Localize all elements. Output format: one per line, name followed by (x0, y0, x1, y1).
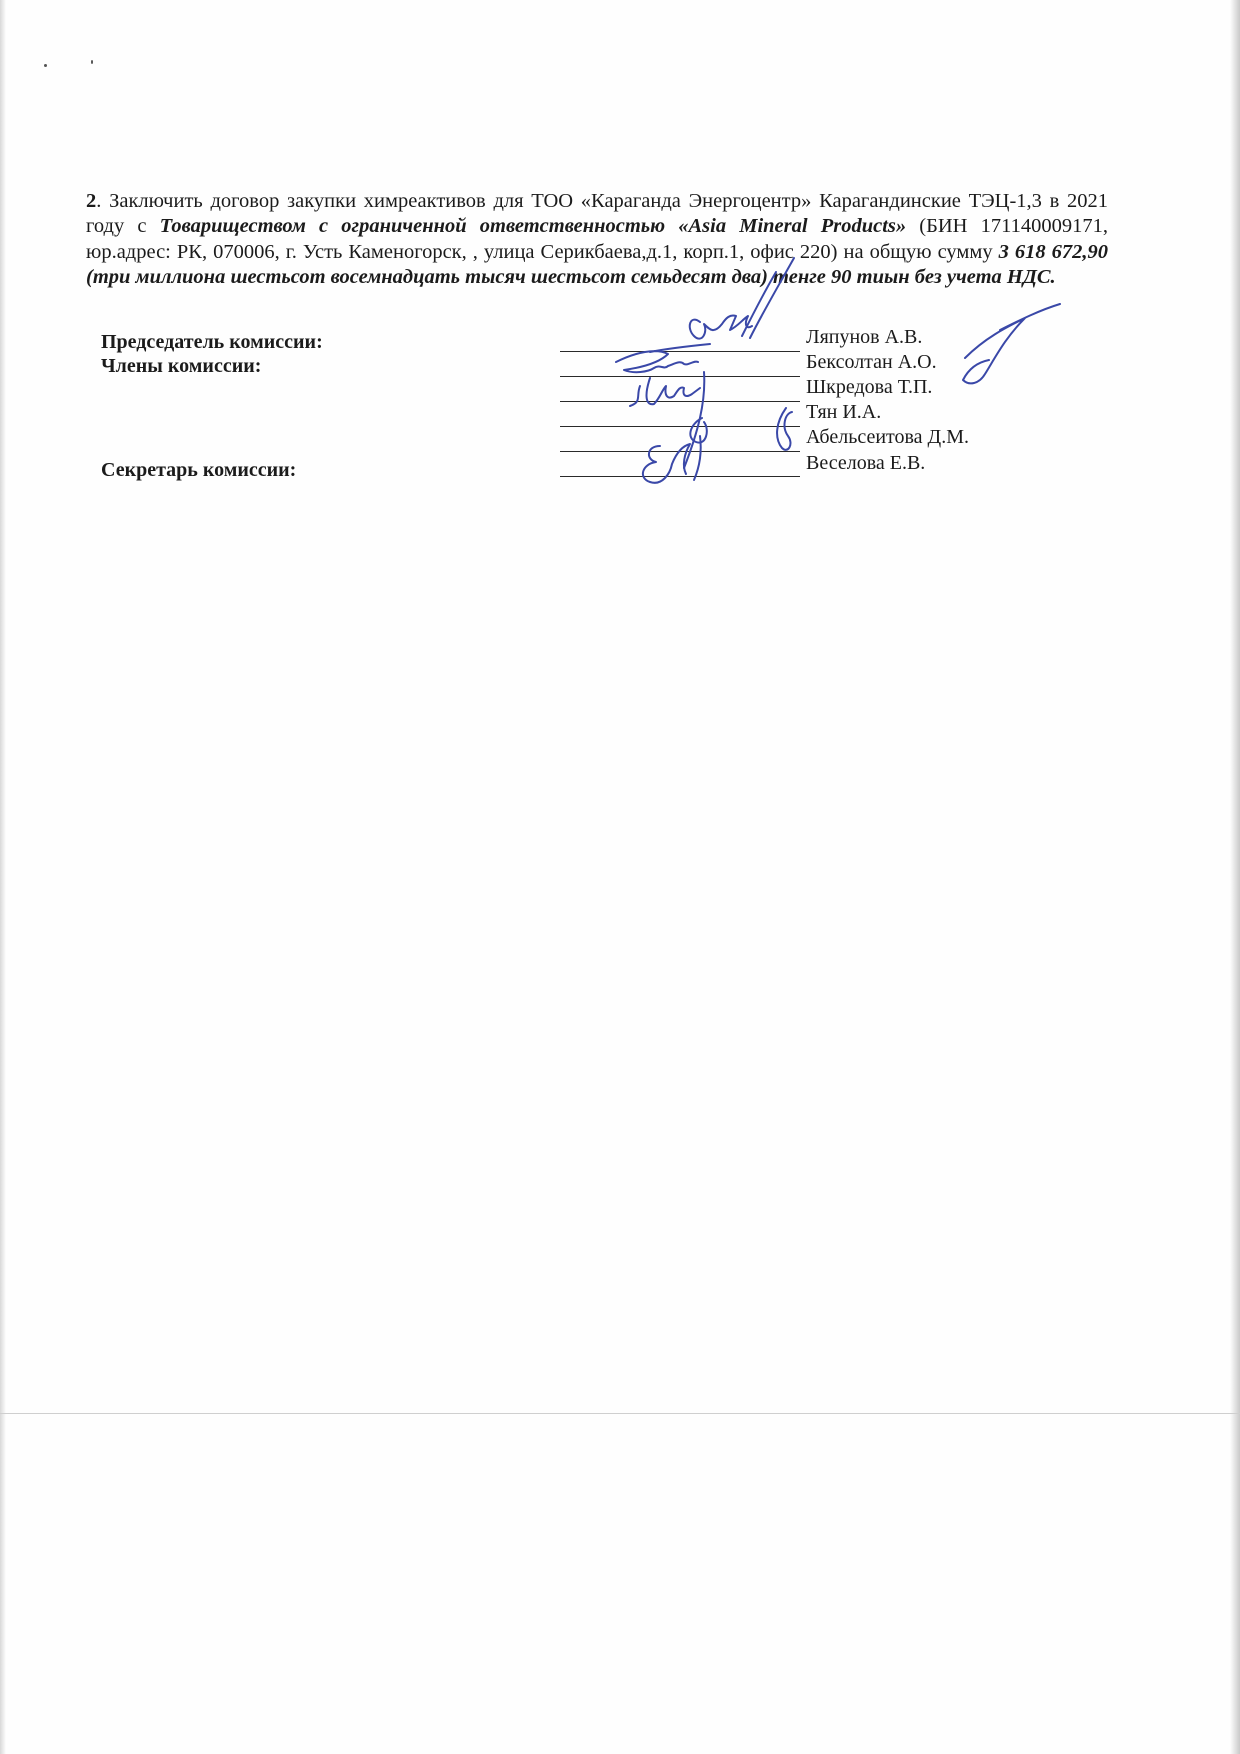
signature-line-3 (560, 401, 800, 402)
member-name: Бексолтан А.О. (806, 351, 937, 373)
secretary-label: Секретарь комиссии: (101, 459, 297, 481)
decision-text-part1: . Заключить договор закупки химреактивов для ТОО «Караганда Энергоцентр» Карагандинские ТЭЦ-1,3 в 2021 году с (86, 189, 1108, 237)
signature-line-6 (560, 476, 800, 477)
contract-amount: 3 618 672,90 (три миллиона шестьсот восемнадцать тысяч шестьсот семьдесят два) тенге 90 тиын без учета НДС. (86, 240, 1108, 288)
scan-edge-left (0, 0, 6, 1754)
members-label: Члены комиссии: (101, 355, 262, 377)
member-name: Веселова Е.В. (806, 452, 926, 474)
scan-edge-right (1230, 0, 1240, 1754)
member-name: Шкредова Т.П. (806, 376, 933, 398)
signature-line-5 (560, 451, 800, 452)
signature-line-2 (560, 376, 800, 377)
signature-beksoltan (616, 344, 710, 372)
decision-paragraph (86, 189, 1108, 291)
signature-line-1 (560, 351, 800, 352)
scan-fold-line (0, 1413, 1240, 1414)
signature-tyan (690, 408, 792, 450)
scan-speck (44, 64, 47, 67)
signature-shkredova (630, 372, 704, 468)
scan-speck (91, 60, 93, 64)
signature-line-4 (560, 426, 800, 427)
chairman-label: Председатель комиссии: (101, 331, 323, 353)
supplier-name: Товариществом с ограниченной ответственностью «Asia Mineral Products» (159, 215, 907, 237)
decision-text-part2: (БИН 171140009171, юр.адрес: РК, 070006, г. Усть Каменогорск, , улица Серикбаева,д.1, корп.1, офис 220) на общую сумму (86, 215, 1108, 263)
signature-abelseitova (963, 304, 1060, 383)
member-name: Абельсеитова Д.М. (806, 426, 969, 448)
member-name: Ляпунов А.В. (806, 326, 923, 348)
decision-number: 2 (86, 189, 97, 212)
member-name: Тян И.А. (806, 401, 882, 423)
